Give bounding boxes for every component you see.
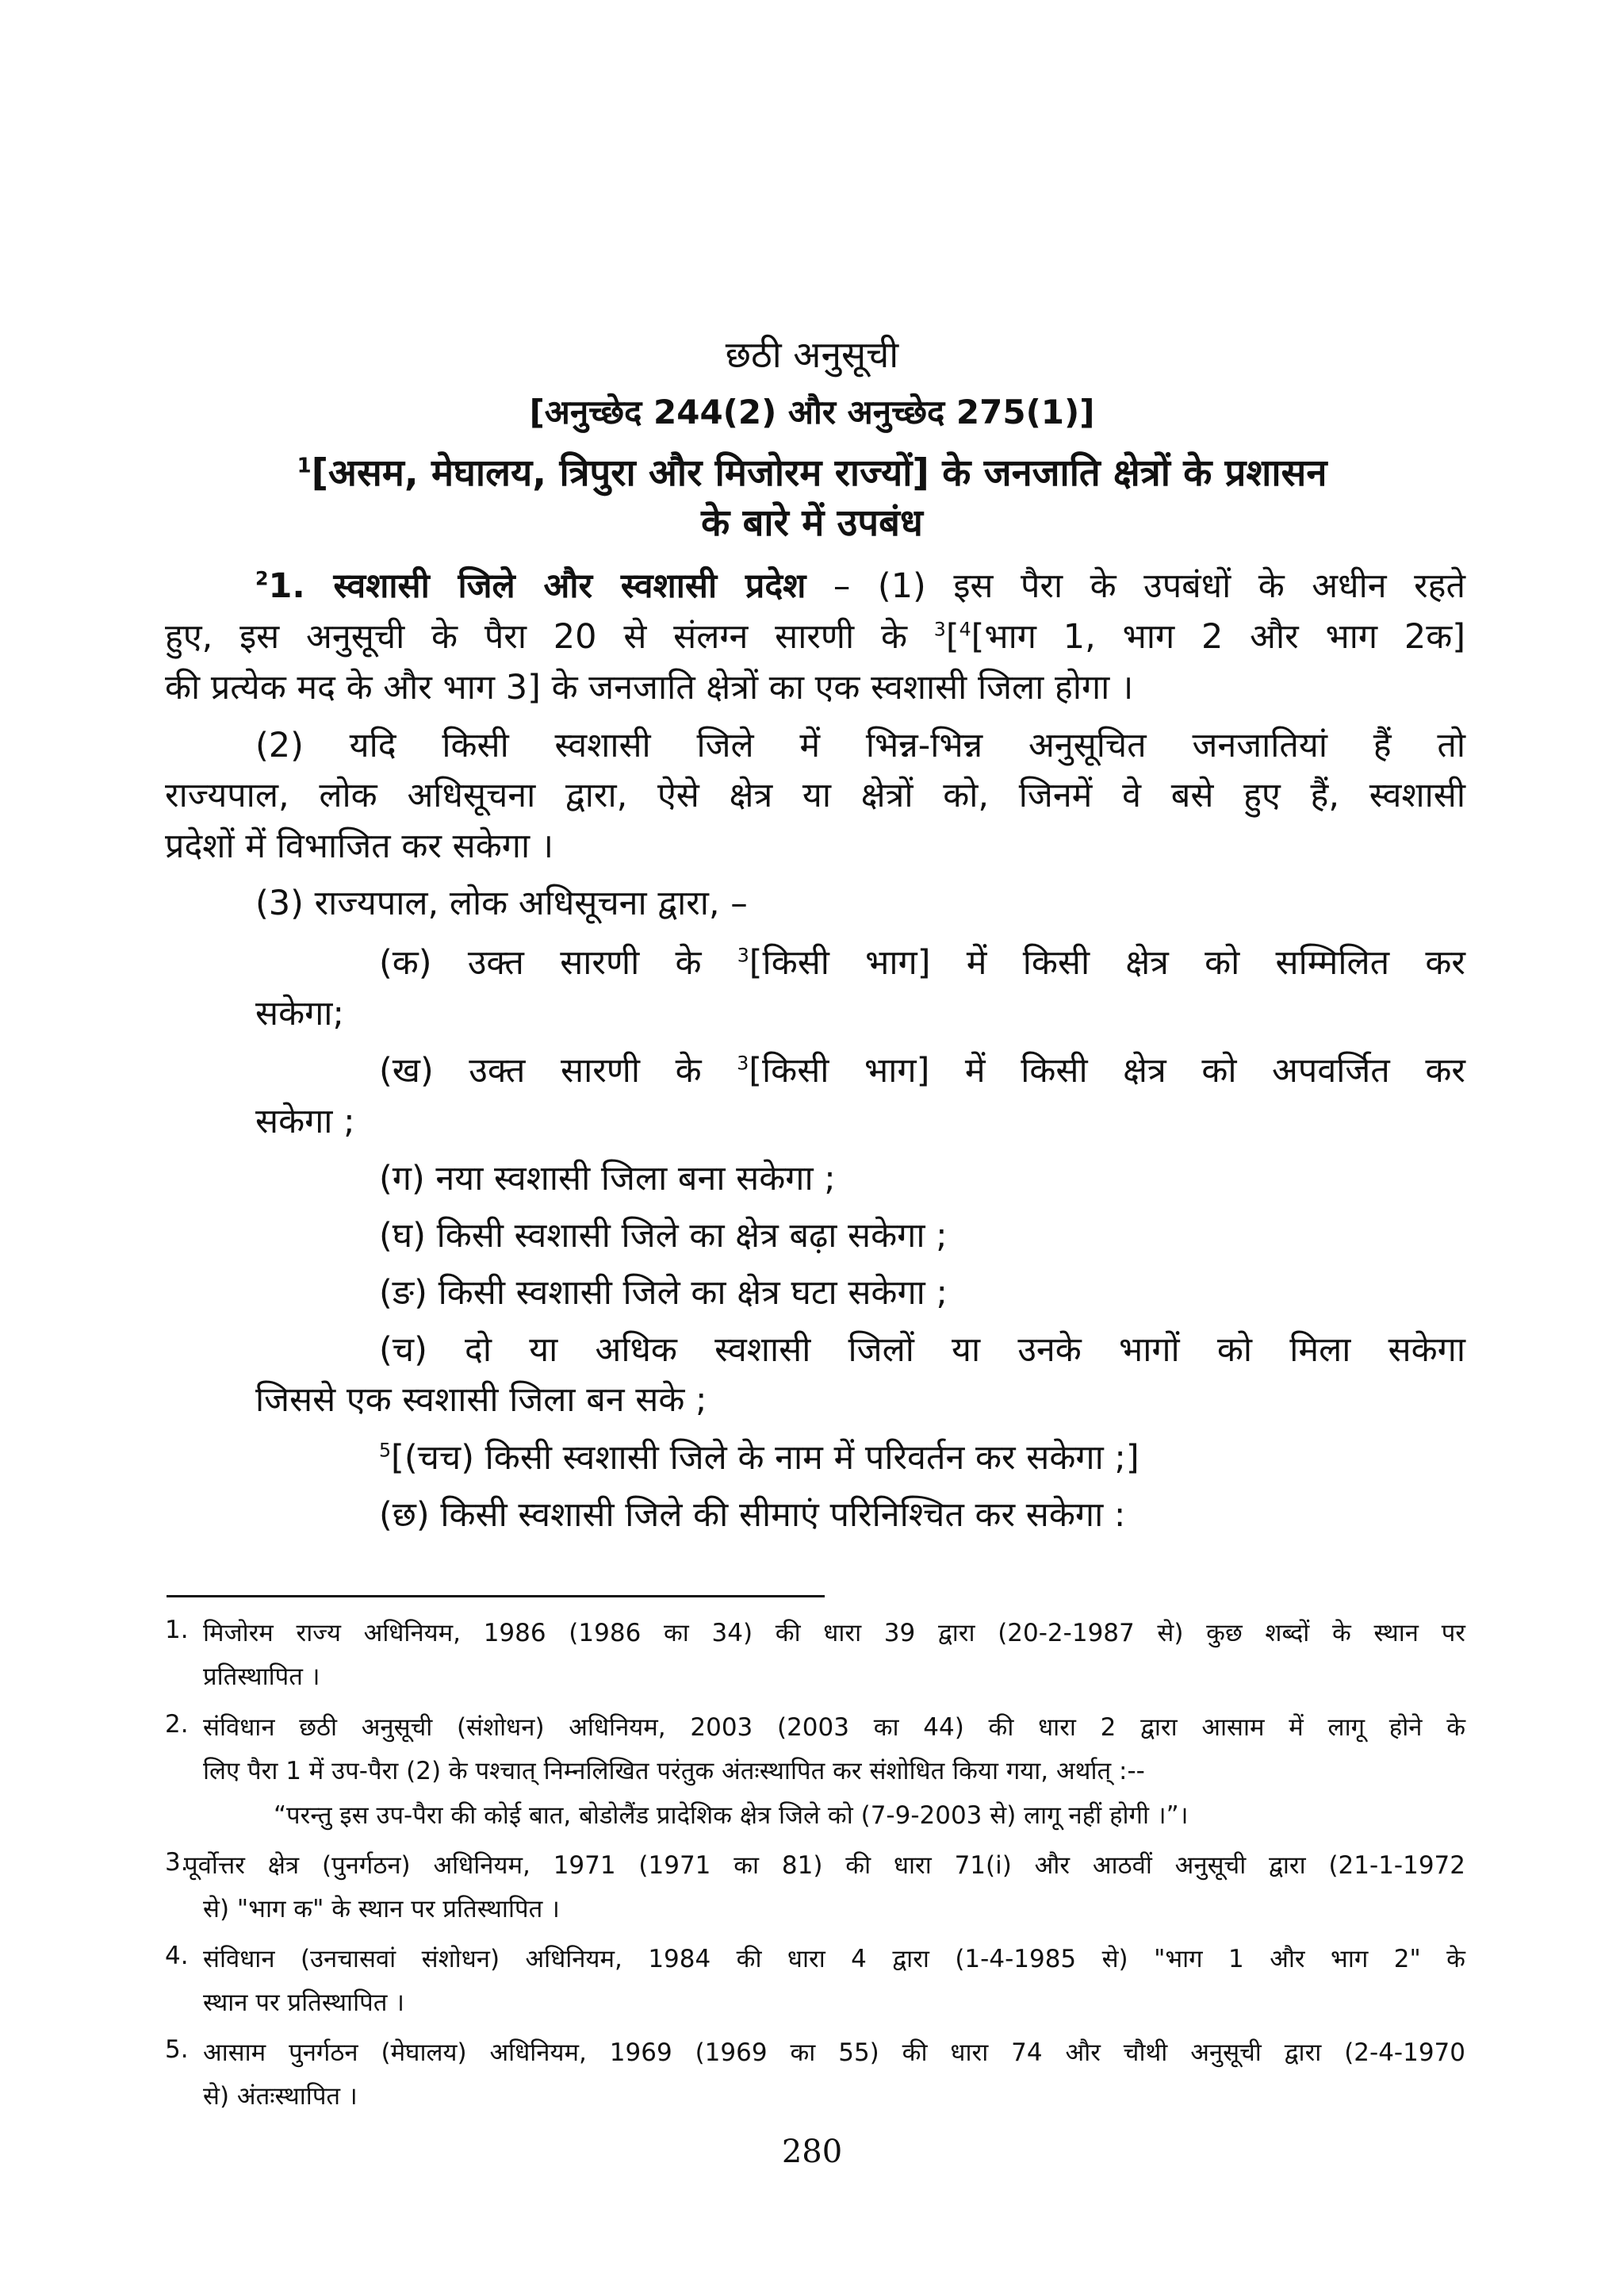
para2-line-2: राज्यपाल, लोक अधिसूचना द्वारा, ऐसे क्षेत्र या क्षेत्रों को, जिनमें वे बसे हुए हैं, स्वशासी [165,776,1465,815]
footnote-number: 5. [165,2035,189,2064]
clause-ka: (क) उक्त सारणी के $^3$[किसी भाग] में किसी क्षेत्र को सम्मिलित कर [379,943,1465,983]
para2-line-1: (2) यदि किसी स्वशासी जिले में भिन्न-भिन्न अनुसूचित जनजातियां हैं तो [255,726,1465,765]
footnote-2-line-1: संविधान छठी अनुसूची (संशोधन) अधिनियम, 2003 (2003 का 44) की धारा 2 द्वारा आसाम में लागू होने के [203,1713,1465,1742]
para1-line-1: $^2$1. स्वशासी जिले और स्वशासी प्रदेश – (1) इस पैरा के उपबंधों के अधीन रहते [255,566,1466,606]
footnote-1-line-1: मिजोरम राज्य अधिनियम, 1986 (1986 का 34) की धारा 39 द्वारा (20-2-1987 से) कुछ शब्दों के स्थान पर [203,1619,1465,1647]
clause-chha: (छ) किसी स्वशासी जिले की सीमाएं परिनिश्चित कर सकेगा : [379,1495,1126,1535]
para1-line-2: हुए, इस अनुसूची के पैरा 20 से संलग्न सारणी के $^3$[$^4$[भाग 1, भाग 2 और भाग 2क] [165,617,1465,657]
heading-line-2: के बारे में उपबंध [701,501,923,545]
footnote-3-line-2: से) "भाग क" के स्थान पर प्रतिस्थापित । [203,1895,560,1923]
footnote-1-line-2: प्रतिस्थापित । [203,1662,320,1691]
clause-gha: (घ) किसी स्वशासी जिले का क्षेत्र बढ़ा सकेगा ; [379,1216,948,1256]
footnote-2-line-2: लिए पैरा 1 में उप-पैरा (2) के पश्चात् निम्नलिखित परंतुक अंतःस्थापित कर संशोधित किया गया, अर्थात् :-- [203,1757,1145,1785]
clause-kha: (ख) उक्त सारणी के $^3$[किसी भाग] में किसी क्षेत्र को अपवर्जित कर [379,1051,1465,1091]
footnote-mark: 3 [933,618,946,641]
footnote-mark: 5 [379,1439,392,1462]
clause-cha: (च) दो या अधिक स्वशासी जिलों या उनके भागों को मिला सकेगा [379,1330,1465,1370]
footnote-4-line-1: संविधान (उनचासवां संशोधन) अधिनियम, 1984 की धारा 4 द्वारा (1-4-1985 से) "भाग 1 और भाग 2" के [203,1945,1465,1973]
footnote-number: 3. [165,1848,189,1877]
footnote-5-line-2: से) अंतःस्थापित । [203,2082,358,2111]
footnote-mark: 3 [737,944,749,967]
footnote-mark: 3 [737,1052,749,1075]
para1-heading: 1. स्वशासी जिले और स्वशासी प्रदेश [268,566,806,606]
page-number: 280 [781,2134,843,2170]
footnote-mark: 2 [255,567,269,590]
heading-line-1: $^1$[असम, मेघालय, त्रिपुरा और मिजोरम राज्यों] के जनजाति क्षेत्रों के प्रशासन [297,451,1327,495]
para2-line-3: प्रदेशों में विभाजित कर सकेगा । [165,826,554,866]
footnote-number: 1. [165,1616,189,1644]
article-reference: [अनुच्छेद 244(2) और अनुच्छेद 275(1)] [529,393,1095,431]
footnote-4-line-2: स्थान पर प्रतिस्थापित । [203,1988,405,2017]
clause-ka-cont: सकेगा; [255,994,344,1033]
footnote-number: 4. [165,1942,189,1970]
clause-nga: (ङ) किसी स्वशासी जिले का क्षेत्र घटा सकेगा ; [379,1273,948,1313]
clause-cha-cont: जिससे एक स्वशासी जिला बन सके ; [255,1380,707,1420]
footnote-mark: 1 [297,454,312,478]
footnote-mark: 4 [959,618,971,641]
footnote-divider [167,1595,825,1597]
clause-kha-cont: सकेगा ; [255,1102,355,1141]
clause-chacha: $^5$[(चच) किसी स्वशासी जिले के नाम में परिवर्तन कर सकेगा ;] [379,1438,1139,1478]
clause-ga: (ग) नया स्वशासी जिला बना सकेगा ; [379,1159,836,1198]
schedule-title: छठी अनुसूची [725,333,899,376]
footnote-5-line-1: आसाम पुनर्गठन (मेघालय) अधिनियम, 1969 (1969 का 55) की धारा 74 और चौथी अनुसूची द्वारा (2-4-1970 [203,2038,1465,2067]
footnote-3-line-1: पूर्वोत्तर क्षेत्र (पुनर्गठन) अधिनियम, 1971 (1971 का 81) की धारा 71(i) और आठवीं अनुसूची द्वारा (21-1-1972 [184,1851,1465,1880]
para1-line-3: की प्रत्येक मद के और भाग 3] के जनजाति क्षेत्रों का एक स्वशासी जिला होगा । [165,668,1134,708]
footnote-2-quote: “परन्तु इस उप-पैरा की कोई बात, बोडोलैंड प्रादेशिक क्षेत्र जिले को (7-9-2003 से) लागू नहीं होगी ।”। [274,1801,1189,1830]
footnote-number: 2. [165,1710,189,1739]
para3-intro: (3) राज्यपाल, लोक अधिसूचना द्वारा, – [255,884,748,923]
